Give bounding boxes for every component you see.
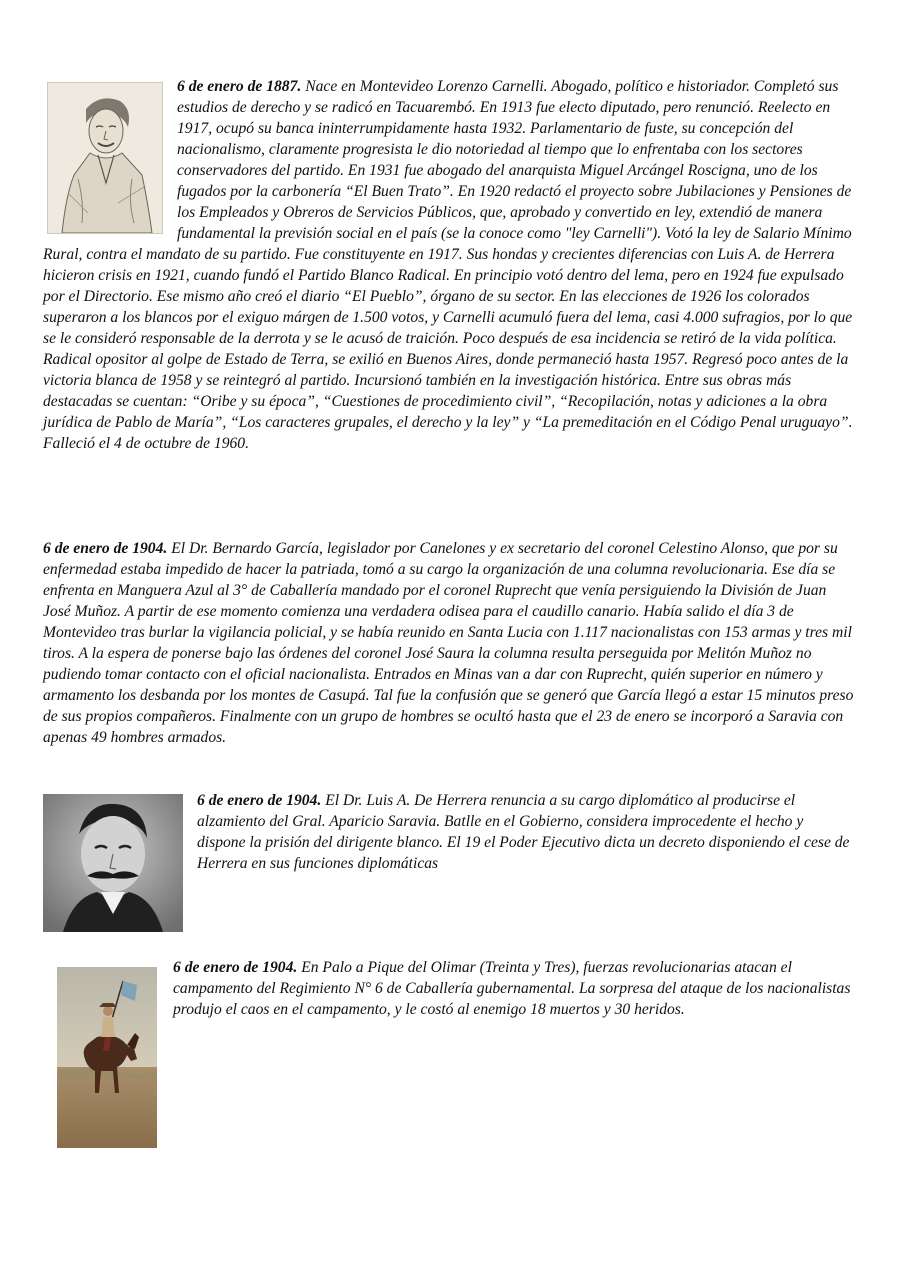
entry-text: El Dr. Bernardo García, legislador por Canelones y ex secretario del coronel Celestino Alonso, que por su enfermedad estaba impedido de hacer la patriada, tomó a su cargo la organización de una columna revolucionaria. Ese día se enfrenta en Manguera Azul al 3° de Caballería mandado por el coronel Ruprecht que venía persiguiendo la División de Juan José Muñoz. A partir de ese momento comienza una verdadera odisea para el caudillo canario. Había salido el día 3 de Montevideo tras burlar la vigilancia policial, y se había reunido en Santa Lucia con 1.117 nacionalistas con 153 armas y tres mil tiros. A la espera de ponerse bajo las órdenes del coronel José Saura la columna resulta perseguida por Melitón Muñoz no pudiendo tomar contacto con el oficial nacionalista. Entrados en Minas van a dar con Ruprecht, quién superior en número y armamento los desbanda por los montes de Casupá. Tal fue la confusión que se generó que García llegó a estar 15 minutos preso de sus propios compañeros. Finalmente con un grupo de hombres se ocultó hasta que el 23 de enero se incorporó a Saravia con apenas 49 hombres armados.	[43, 540, 854, 746]
entry-date: 6 de enero de 1887.	[177, 78, 302, 95]
entry-1904-olimar	[43, 957, 855, 1152]
sketch-portrait-icon	[48, 83, 162, 233]
herrera-portrait-photo	[43, 794, 183, 932]
entry-1904-herrera	[43, 790, 855, 936]
entry-date: 6 de enero de 1904.	[43, 540, 168, 557]
gaucho-horseman-painting	[57, 967, 157, 1148]
entry-text: En Palo a Pique del Olimar (Treinta y Tres), fuerzas revolucionarias atacan el campamento del Regimiento N° 6 de Caballería gubernamental. La sorpresa del ataque de los nacionalistas produjo el caos en el campamento, y le costó al enemigo 18 muertos y 30 heridos.	[173, 959, 851, 1018]
carnelli-portrait-sketch	[47, 82, 163, 234]
photo-portrait-icon	[43, 794, 183, 932]
horseman-painting-icon	[57, 967, 157, 1148]
entry-text: Nace en Montevideo Lorenzo Carnelli. Abogado, político e historiador. Completó sus estudios de derecho y se radicó en Tacuarembó. En 1913 fue electo diputado, pero renunció. Reelecto en 1917, ocupó su banca ininterrumpidamente hasta 1932. Parlamentario de fuste, su concepción del nacionalismo, claramente progresista le dio notoriedad al tiempo que lo enfrentaba con los sectores conservadores del partido. En 1931 fue abogado del anarquista Miguel Arcángel Roscigna, uno de los fugados por la carbonería “El Buen Trato”. En 1920 redactó el proyecto sobre Jubilaciones y Pensiones de los Empleados y Obreros de Servicios Públicos, que, aprobado y convertido en ley, extendió de manera fundamental la previsión social en el país (se la conoce como "ley Carnelli"). Votó la ley de Salario Mínimo Rural, contra el mandato de su partido. Fue constituyente en 1917. Sus hondas y crecientes diferencias con Luis A. de Herrera hicieron crisis en 1921, cuando fundó el Partido Blanco Radical. En principio votó dentro del lema, pero en 1924 fue expulsado por el Directorio. Ese mismo año creó el diario “El Pueblo”, órgano de su sector. En las elecciones de 1926 los colorados superaron a los blancos por el exiguo márgen de 1.500 votos, y Carnelli acumuló fuera del lema, casi 4.000 sufragios, por lo que se le consideró responsable de la derrota y se le acusó de traición. Poco después de esa incidencia se retiró de la vida política. Radical opositor al golpe de Estado de Terra, se exilió en Buenos Aires, donde permaneció hasta 1957. Regresó poco antes de la victoria blanca de 1958 y se reintegró al partido. Incursionó también en la investigación histórica. Entre sus obras más destacadas se cuentan: “Oribe y su época”, “Cuestiones de procedimiento civil”, “Recopilación, notas y adiciones a la obra jurídica de Pablo de María”, “Los caracteres grupales, el derecho y la ley” y “La premeditación en el Código Penal uruguayo”. Falleció el 4 de octubre de 1960.	[43, 78, 853, 452]
entry-1904-garcia	[43, 538, 855, 748]
entry-1887-carnelli	[43, 76, 855, 454]
entry-date: 6 de enero de 1904.	[173, 959, 298, 976]
entry-date: 6 de enero de 1904.	[197, 792, 322, 809]
entry-text: El Dr. Luis A. De Herrera renuncia a su cargo diplomático al producirse el alzamiento del Gral. Aparicio Saravia. Batlle en el Gobierno, considera improcedente el hecho y dispone la prisión del dirigente blanco. El 19 el Poder Ejecutivo dicta un decreto disponiendo el cese de Herrera en sus funciones diplomáticas	[197, 792, 850, 872]
